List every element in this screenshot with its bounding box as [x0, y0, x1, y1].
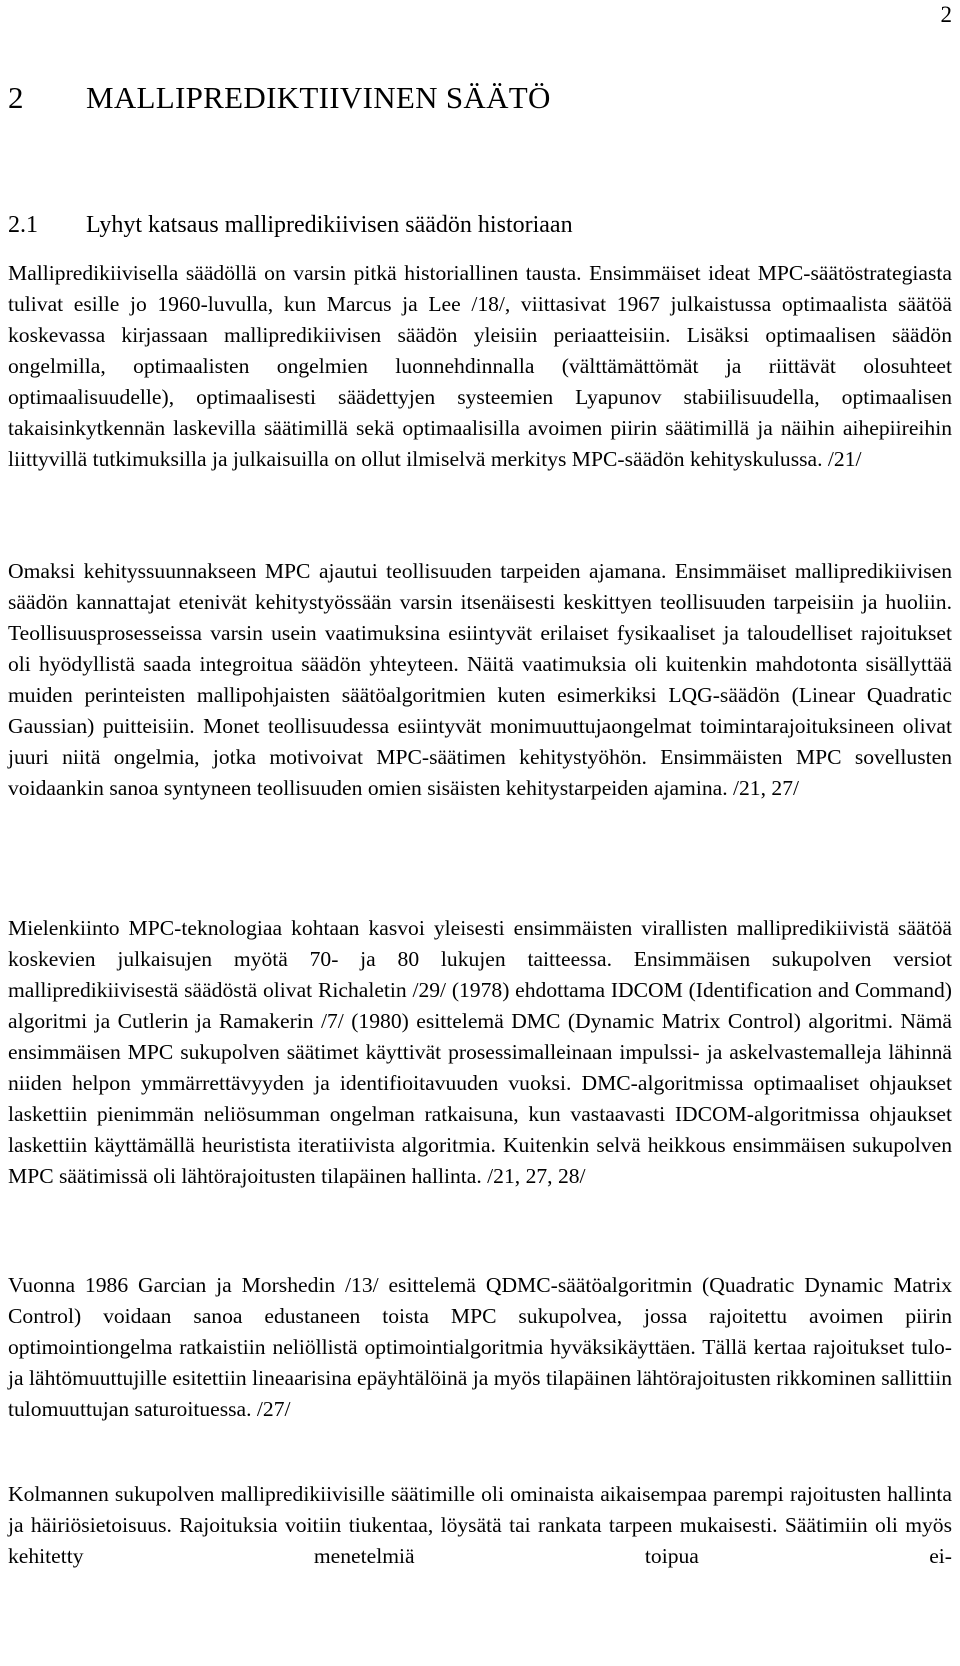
paragraph-second-generation: Vuonna 1986 Garcian ja Morshedin /13/ esittelemä QDMC-säätöalgoritmin (Quadratic Dynamic Matrix Control) voidaan sanoa edustaneen toista MPC sukupolvea, jossa rajoitettu avoimen piirin optimointiongelma ratkaistiin neliöllistä optimointialgoritmia hyväksikäyttäen. Tällä kertaa rajoitukset tulo- ja lähtömuuttujille esitettiin lineaarisina epäyhtälöinä ja myös tilapäinen lähtörajoitusten rikkominen sallittiin tulomuuttujan saturoituessa. /27/	[8, 1273, 952, 1421]
paragraph-history-intro: Mallipredikiivisella säädöllä on varsin pitkä historiallinen tausta. Ensimmäiset ideat MPC-säätöstrategiasta tulivat esille jo 1960-luvulla, kun Marcus ja Lee /18/, viittasivat 1967 julkaistussa optimaalista säätöä koskevassa kirjassaan mallipredikiivisen säädön yleisiin periaatteisiin. Lisäksi optimaalisen säädön ongelmilla, optimaalisten ongelmien luonnehdinnalla (välttämättömät ja riittävät olosuhteet optimaalisuudelle), optimaalisesti säädettyjen systeemien Lyapunov stabiilisuudella, optimaalisen takaisinkytkennän laskevilla säätimillä sekä optimaalisilla avoimen piirin säätimillä ja näihin aihepiireihin liittyvillä tutkimuksilla ja julkaisuilla on ollut ilmiselvä merkitys MPC-säädön kehityskulussa. /21/	[8, 261, 952, 471]
paragraph-third-generation: Kolmannen sukupolven mallipredikiivisille säätimille oli ominaista aikaisempaa parempi rajoitusten hallinta ja häiriösietoisuus. Rajoituksia voitiin tiukentaa, löysätä tai rankata tarpeen mukaisesti. Säätimiin oli myös kehitetty menetelmiä toipua ei-	[8, 1482, 952, 1568]
page-number: 2	[940, 2, 952, 27]
section-heading	[8, 212, 573, 239]
chapter-number: 2	[8, 80, 24, 115]
section-number: 2.1	[8, 212, 38, 238]
chapter-heading	[8, 80, 551, 116]
chapter-title: MALLIPREDIKTIIVINEN SÄÄTÖ	[86, 80, 551, 115]
paragraph-industry-needs: Omaksi kehityssuunnakseen MPC ajautui teollisuuden tarpeiden ajamana. Ensimmäiset mallipredikiivisen säädön kannattajat etenivät kehitystyössään varsin itsenäisesti keskittyen teollisuuden tarpeisiin ja huoliin. Teollisuusprosesseissa varsin usein vaatimuksina esiintyvät erilaiset fysikaaliset ja taloudelliset rajoitukset oli hyödyllistä saada integroitua säädön yhteyteen. Näitä vaatimuksia oli kuitenkin mahdotonta sisällyttää muiden perinteisten mallipohjaisten säätöalgoritmien kuten esimerkiksi LQG-säädön (Linear Quadratic Gaussian) puitteisiin. Monet teollisuudessa esiintyvät monimuuttujaongelmat toimintarajoituksineen olivat juuri niitä ongelmia, jotka motivoivat MPC-säätimen kehitystyöhön. Ensimmäisten MPC sovellusten voidaankin sanoa syntyneen teollisuuden omien sisäisten kehitystarpeiden ajamina. /21, 27/	[8, 559, 952, 800]
paragraph-first-generation: Mielenkiinto MPC-teknologiaa kohtaan kasvoi yleisesti ensimmäisten virallisten mallipredikiivistä säätöä koskevien julkaisujen myötä 70- ja 80 lukujen taitteessa. Ensimmäisen sukupolven versiot mallipredikiivisestä säädöstä olivat Richaletin /29/ (1978) ehdottama IDCOM (Identification and Command) algoritmi ja Cutlerin ja Ramakerin /7/ (1980) esittelemä DMC (Dynamic Matrix Control) algoritmi. Nämä ensimmäisen MPC sukupolven säätimet käyttivät prosessimalleinaan impulssi- ja askelvastemalleja lähinnä niiden helpon ymmärrettävyyden ja identifioitavuuden vuoksi. DMC-algoritmissa optimaaliset ohjaukset laskettiin pienimmän neliösumman ongelman ratkaisuna, kun vastaavasti IDCOM-algoritmissa ohjaukset laskettiin käyttämällä heuristista iteratiivista algoritmia. Kuitenkin selvä heikkous ensimmäisen sukupolven MPC säätimissä oli lähtörajoitusten tilapäinen hallinta. /21, 27, 28/	[8, 916, 952, 1188]
section-title: Lyhyt katsaus mallipredikiivisen säädön historiaan	[86, 212, 573, 238]
